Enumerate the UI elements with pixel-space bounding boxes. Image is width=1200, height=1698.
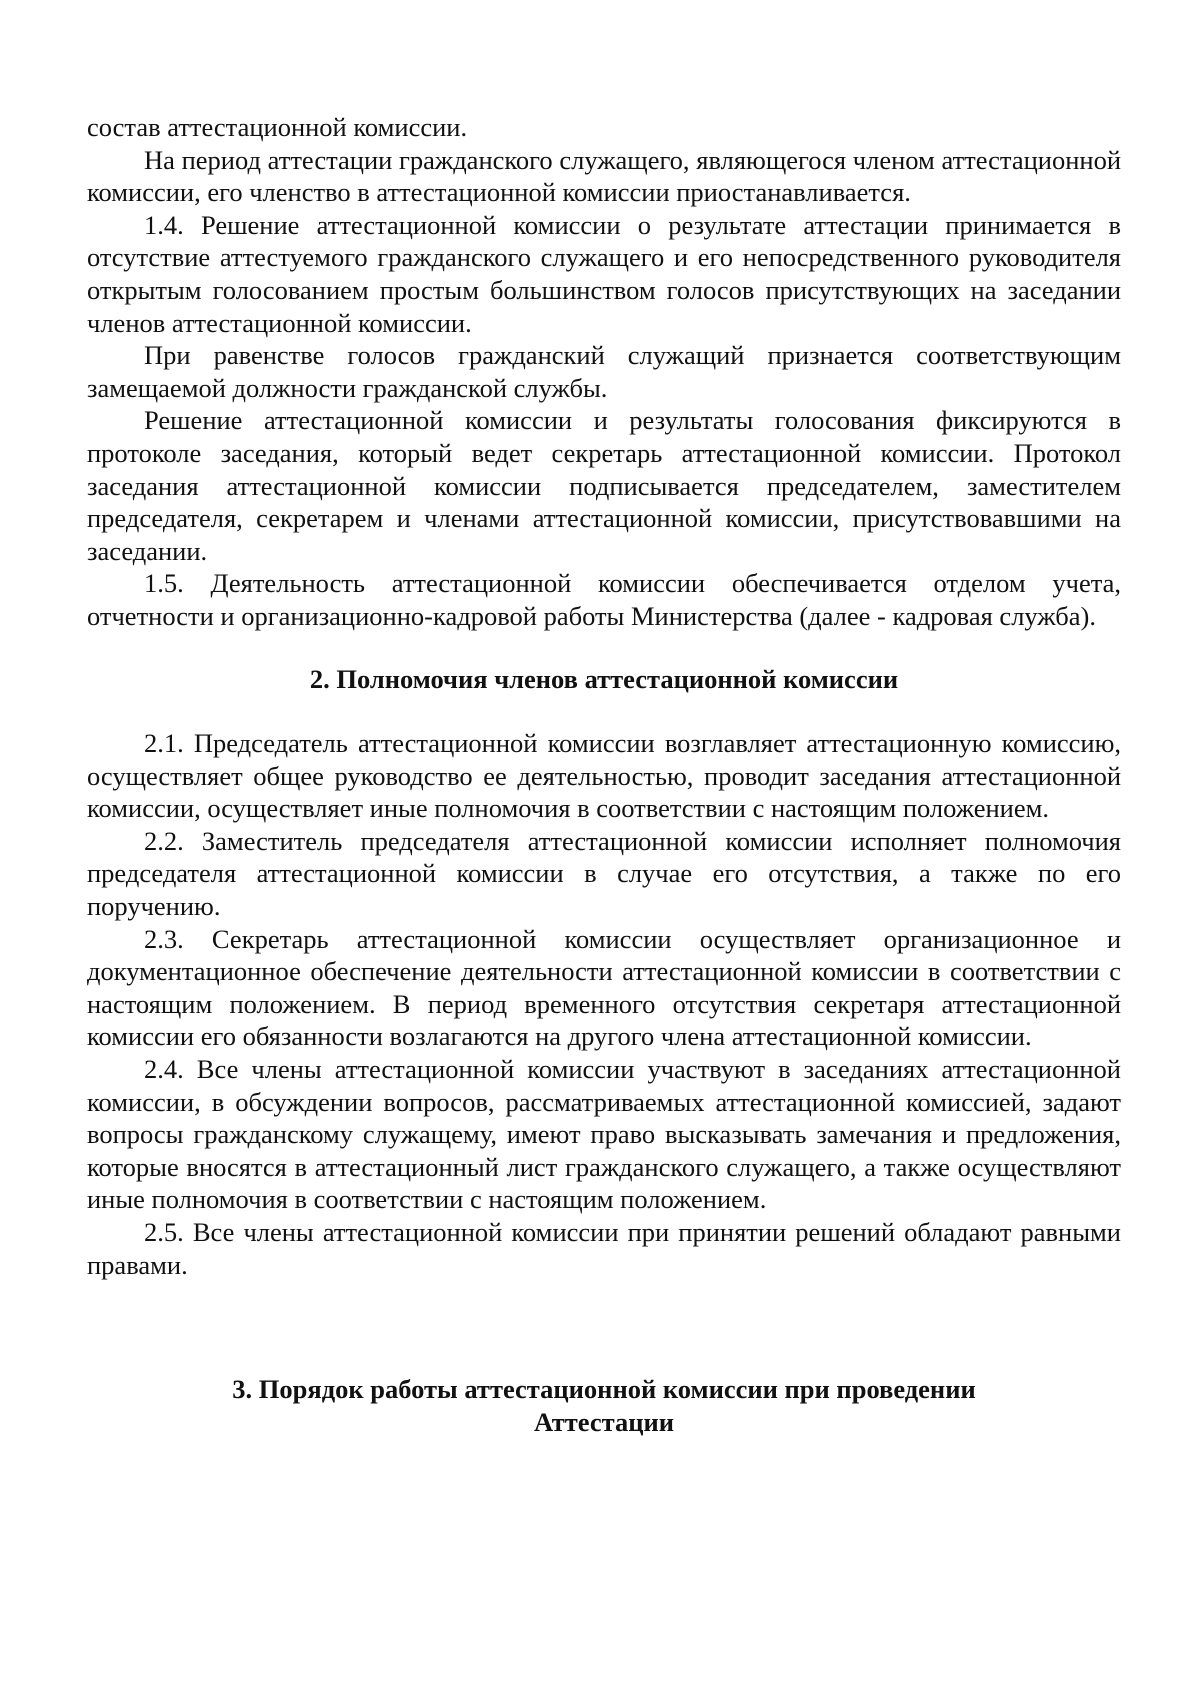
document-page [87, 111, 1121, 1438]
paragraph-2-5: 2.5. Все члены аттестационной комиссии при принятии решений обладают равными правами. [87, 1217, 1121, 1280]
paragraph-protocol: Решение аттестационной комиссии и результаты голосования фиксируются в протоколе заседания, который ведет секретарь аттестационной комиссии. Протокол заседания аттестационной комиссии подписывается председателем, заместителем председателя, секретарем и членами аттестационной комиссии, присутствовавшими на заседании. [87, 405, 1121, 566]
paragraph-1-5: 1.5. Деятельность аттестационной комиссии обеспечивается отделом учета, отчетности и организационно-кадровой работы Министерства (далее - кадровая служба). [87, 568, 1121, 631]
paragraph-2-3: 2.3. Секретарь аттестационной комиссии осуществляет организационное и документационное обеспечение деятельности аттестационной комиссии в соответствии с настоящим положением. В период временного отсутствия секретаря аттестационной комиссии его обязанности возлагаются на другого члена аттестационной комиссии. [87, 923, 1121, 1052]
section-3-heading [87, 1373, 1121, 1438]
section-3-heading-line-1: 3. Порядок работы аттестационной комиссии при проведении [232, 1374, 976, 1405]
paragraph-2-4: 2.4. Все члены аттестационной комиссии участвуют в заседаниях аттестационной комиссии, в обсуждении вопросов, рассматриваемых аттестационной комиссией, задают вопросы гражданскому служащему, имеют право высказывать замечания и предложения, которые вносятся в аттестационный лист гражданского служащего, а также осуществляют иные полномочия в соответствии с настоящим положением. [87, 1054, 1121, 1215]
paragraph-1-4: 1.4. Решение аттестационной комиссии о результате аттестации принимается в отсутствие аттестуемого гражданского служащего и его непосредственного руководителя открытым голосованием простым большинством голосов присутствующих на заседании членов аттестационной комиссии. [87, 209, 1121, 338]
paragraph-2-1: 2.1. Председатель аттестационной комиссии возглавляет аттестационную комиссию, осуществляет общее руководство ее деятельностью, проводит заседания аттестационной комиссии, осуществляет иные полномочия в соответствии с настоящим положением. [87, 728, 1121, 824]
section-3-heading-line-2: Аттестации [533, 1406, 675, 1437]
paragraph-tie-vote: При равенстве голосов гражданский служащий признается соответствующим замещаемой должности гражданской службы. [87, 340, 1121, 403]
paragraph-continuation: состав аттестационной комиссии. [87, 112, 468, 142]
paragraph-2-2: 2.2. Заместитель председателя аттестационной комиссии исполняет полномочия председателя аттестационной комиссии в случае его отсутствия, а также по его поручению. [87, 825, 1121, 922]
section-2-heading: 2. Полномочия членов аттестационной комиссии [309, 663, 899, 694]
paragraph-membership-suspension: На период аттестации гражданского служащего, являющегося членом аттестационной комиссии, его членство в аттестационной комиссии приостанавливается. [87, 144, 1121, 208]
